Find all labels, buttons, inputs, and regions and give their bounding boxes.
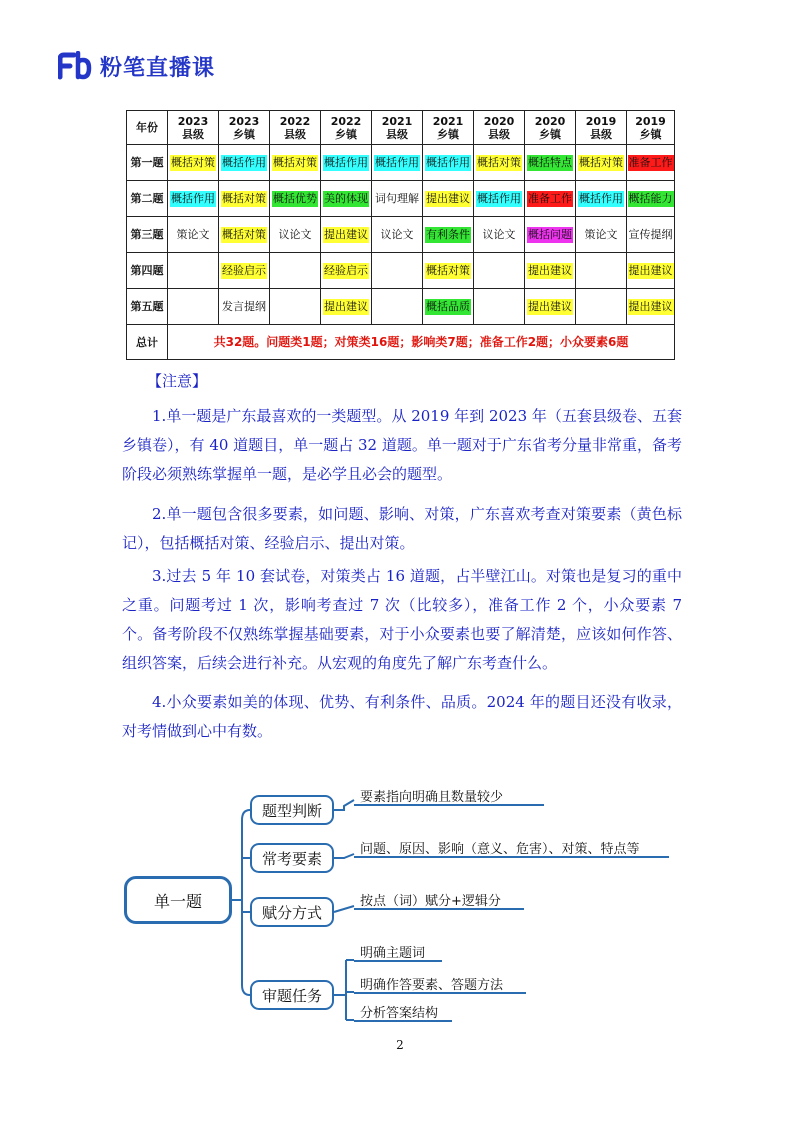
corner-header: 年份 — [127, 111, 168, 145]
header-year: 2019 — [635, 114, 666, 128]
mindmap-leaf: 分析答案结构 — [360, 1006, 439, 1021]
leaf-underline — [354, 992, 526, 994]
total-row — [127, 325, 675, 360]
fb-logo-icon — [58, 51, 92, 81]
header-level: 县级 — [488, 127, 510, 141]
table-cell — [372, 181, 423, 217]
leaf-underline — [354, 908, 524, 910]
table-row — [127, 181, 675, 217]
year-header — [372, 111, 423, 145]
topic-tag — [294, 308, 296, 310]
mindmap-leaf: 明确作答要素、答题方法 — [360, 978, 504, 993]
topic-tag: 概括对策 — [222, 227, 266, 241]
topic-tag: 策论文 — [176, 227, 210, 241]
topic-tag: 概括品质 — [426, 299, 470, 313]
table-cell — [576, 217, 627, 253]
header-level: 县级 — [590, 127, 612, 141]
row-label: 第一题 — [127, 145, 168, 181]
topic-tag: 提出建议 — [324, 227, 368, 241]
topic-tag: 概括对策 — [426, 263, 470, 277]
table-cell — [372, 145, 423, 181]
topic-tag: 概括作用 — [477, 191, 521, 205]
table-cell — [576, 253, 627, 289]
year-header — [627, 111, 675, 145]
topic-tag: 经验启示 — [324, 263, 368, 277]
header-level: 县级 — [284, 127, 306, 141]
table-cell — [474, 289, 525, 325]
topic-tag: 提出建议 — [324, 299, 368, 313]
header-year: 2019 — [585, 114, 617, 128]
table-cell — [525, 289, 576, 325]
table-cell — [474, 217, 525, 253]
topic-tag — [192, 272, 194, 274]
table-cell — [270, 253, 321, 289]
table-cell — [474, 181, 525, 217]
table-row — [127, 217, 675, 253]
topic-tag — [396, 308, 398, 310]
mindmap-leaf: 问题、原因、影响（意义、危害）、对策、特点等 — [360, 842, 640, 857]
note-paragraph-4: 4.小众要素如美的体现、优势、有利条件、品质。2024 年的题目还没有收录，对考情做到心中有数。 — [122, 693, 682, 740]
exam-topic-table — [126, 110, 675, 360]
table-cell — [219, 253, 270, 289]
topic-tag: 提出建议 — [528, 263, 572, 277]
row-label: 第三题 — [127, 217, 168, 253]
header-year: 2022 — [330, 114, 362, 128]
table-cell — [423, 217, 474, 253]
table-cell — [321, 217, 372, 253]
table-cell — [168, 181, 219, 217]
mindmap-leaf: 要素指向明确且数量较少 — [360, 790, 504, 805]
mindmap-branch-scoring: 赋分方式 — [250, 897, 334, 927]
table-cell — [576, 289, 627, 325]
table-cell — [474, 145, 525, 181]
table-cell — [525, 145, 576, 181]
topic-tag: 概括优势 — [273, 191, 317, 205]
topic-tag: 词句理解 — [375, 191, 419, 205]
year-header — [321, 111, 372, 145]
header-year: 2021 — [432, 114, 464, 128]
topic-tag: 策论文 — [584, 227, 618, 241]
topic-tag — [498, 272, 500, 274]
topic-tag: 经验启示 — [222, 263, 266, 277]
table-header-row — [127, 111, 675, 145]
table-row — [127, 289, 675, 325]
table-cell — [168, 253, 219, 289]
table-cell — [372, 217, 423, 253]
year-header — [576, 111, 627, 145]
brand-logo — [58, 50, 215, 82]
table-row — [127, 253, 675, 289]
row-label: 第五题 — [127, 289, 168, 325]
topic-tag: 概括问题 — [528, 227, 572, 241]
table-row — [127, 145, 675, 181]
leaf-underline — [354, 1020, 452, 1022]
header-level: 县级 — [182, 127, 204, 141]
topic-tag: 发言提纲 — [222, 299, 266, 313]
table-cell — [219, 289, 270, 325]
table-cell — [474, 253, 525, 289]
table-cell — [423, 289, 474, 325]
year-header — [168, 111, 219, 145]
topic-tag: 美的体现 — [324, 191, 368, 205]
topic-tag: 准备工作 — [628, 155, 673, 169]
header-year: 2022 — [279, 114, 311, 128]
header-level: 乡镇 — [639, 127, 662, 141]
mindmap-branch-task: 审题任务 — [250, 980, 334, 1010]
topic-tag: 提出建议 — [628, 263, 673, 277]
table-cell — [627, 253, 675, 289]
mindmap-leaf: 按点（词）赋分+逻辑分 — [360, 894, 501, 909]
header-level: 乡镇 — [437, 127, 459, 141]
header-level: 县级 — [386, 127, 408, 141]
table-cell — [321, 289, 372, 325]
topic-tag: 概括对策 — [273, 155, 317, 169]
table-cell — [423, 145, 474, 181]
topic-tag: 概括对策 — [222, 191, 266, 205]
table-cell — [219, 181, 270, 217]
topic-tag: 概括能力 — [628, 191, 673, 205]
topic-tag: 提出建议 — [528, 299, 572, 313]
table-cell — [525, 181, 576, 217]
mindmap-branch-type: 题型判断 — [250, 795, 334, 825]
leaf-underline — [354, 960, 442, 962]
year-header — [219, 111, 270, 145]
table-cell — [372, 253, 423, 289]
topic-tag: 概括对策 — [477, 155, 521, 169]
row-label: 第四题 — [127, 253, 168, 289]
mindmap-branch-elements: 常考要素 — [250, 843, 334, 873]
topic-tag — [192, 308, 194, 310]
topic-tag: 概括作用 — [579, 191, 623, 205]
note-paragraph-2: 2.单一题包含很多要素，如问题、影响、对策，广东喜欢考查对策要素（黄色标记），包括概括对策、经验启示、提出对策。 — [122, 505, 682, 552]
header-level: 乡镇 — [233, 127, 255, 141]
table-cell — [372, 289, 423, 325]
leaf-underline — [354, 804, 544, 806]
brand-name: 粉笔直播课 — [100, 55, 216, 81]
header-level: 乡镇 — [539, 127, 561, 141]
table-cell — [168, 145, 219, 181]
table-cell — [525, 253, 576, 289]
topic-tag: 概括对策 — [171, 155, 215, 169]
total-label: 总计 — [127, 325, 168, 360]
total-summary — [168, 325, 675, 360]
topic-tag: 概括作用 — [171, 191, 215, 205]
year-header — [525, 111, 576, 145]
topic-tag — [600, 308, 602, 310]
table-cell — [219, 217, 270, 253]
topic-tag: 议论文 — [380, 227, 414, 241]
table-cell — [576, 181, 627, 217]
topic-tag — [294, 272, 296, 274]
header-year: 2020 — [483, 114, 515, 128]
note-paragraph-1: 1.单一题是广东最喜欢的一类题型。从 2019 年到 2023 年（五套县级卷、五套乡镇卷），有 40 道题目，单一题占 32 道题。单一题对于广东省考分量非常重，备考阶段必须熟练掌握单一题，是必学且必会的题型。 — [122, 407, 682, 483]
table-cell — [321, 145, 372, 181]
topic-tag: 议论文 — [278, 227, 312, 241]
table-cell — [219, 145, 270, 181]
topic-tag — [498, 308, 500, 310]
header-year: 2023 — [177, 114, 209, 128]
mindmap — [124, 780, 684, 1030]
row-label: 第二题 — [127, 181, 168, 217]
header-level: 乡镇 — [335, 127, 357, 141]
topic-tag: 概括作用 — [222, 155, 266, 169]
table-cell — [270, 289, 321, 325]
mindmap-leaf: 明确主题词 — [360, 946, 426, 961]
year-header — [474, 111, 525, 145]
topic-tag: 有利条件 — [426, 227, 470, 241]
topic-tag: 提出建议 — [426, 191, 470, 205]
topic-tag: 概括对策 — [579, 155, 623, 169]
page-number: 2 — [396, 1038, 404, 1052]
topic-tag: 宣传提纲 — [628, 227, 673, 241]
table-cell — [270, 145, 321, 181]
mindmap-root: 单一题 — [124, 876, 232, 924]
table-cell — [270, 181, 321, 217]
table-cell — [525, 217, 576, 253]
table-cell — [423, 253, 474, 289]
table-cell — [627, 181, 675, 217]
note-title: 【注意】 — [147, 372, 208, 390]
topic-tag — [396, 272, 398, 274]
table-cell — [270, 217, 321, 253]
total-summary-text: 共32题。问题类1题；对策类16题；影响类7题；准备工作2题；小众要素6题 — [213, 334, 629, 349]
topic-tag: 准备工作 — [528, 191, 572, 205]
year-header — [270, 111, 321, 145]
topic-tag — [600, 272, 602, 274]
table-body — [127, 145, 675, 360]
year-header — [423, 111, 474, 145]
table-cell — [576, 145, 627, 181]
leaf-underline — [354, 856, 669, 858]
table-cell — [627, 145, 675, 181]
topic-tag: 议论文 — [482, 227, 516, 241]
topic-tag: 概括作用 — [426, 155, 470, 169]
table-cell — [423, 181, 474, 217]
note-paragraph-3: 3.过去 5 年 10 套试卷，对策类占 16 道题，占半壁江山。对策也是复习的重中之重。问题考过 1 次，影响考查过 7 次（比较多），准备工作 2 个，小众要素 7 个。备考阶段不仅熟练掌握基础要素，对于小众要素也要了解清楚，应该如何作答、组织答案，后续会进行补充。从宏观的角度先了解广东考查什么。 — [122, 567, 682, 672]
table-cell — [168, 289, 219, 325]
topic-tag: 概括作用 — [375, 155, 419, 169]
header-year: 2020 — [534, 114, 566, 128]
topic-tag: 提出建议 — [628, 299, 673, 313]
table-cell — [627, 289, 675, 325]
table-cell — [321, 181, 372, 217]
header-year: 2021 — [381, 114, 413, 128]
table-cell — [321, 253, 372, 289]
topic-tag: 概括作用 — [324, 155, 368, 169]
header-year: 2023 — [228, 114, 260, 128]
topic-tag: 概括特点 — [528, 155, 572, 169]
table-cell — [627, 217, 675, 253]
table-cell — [168, 217, 219, 253]
